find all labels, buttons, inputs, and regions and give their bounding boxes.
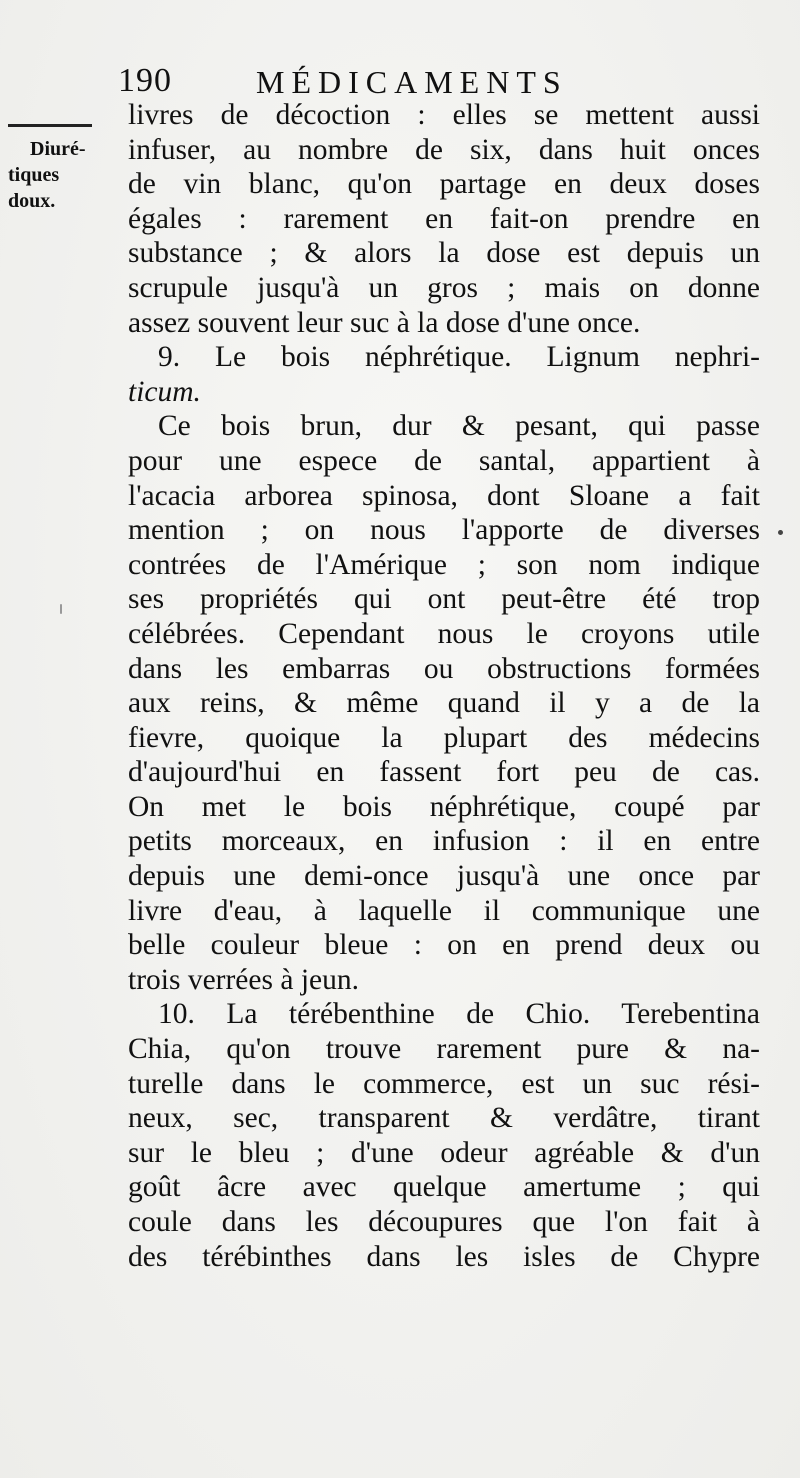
text-line: sur le bleu ; d'une odeur agréable & d'un — [128, 1136, 760, 1169]
text-line: contrées de l'Amérique ; son nom indique — [128, 548, 760, 581]
text-line: aux reins, & même quand il y a de la — [128, 687, 760, 720]
text-line: de vin blanc, qu'on partage en deux doses — [128, 168, 760, 201]
text-line: depuis une demi-once jusqu'à une once par — [128, 860, 760, 893]
margin-rule — [8, 124, 92, 127]
text-line: livres de décoction : elles se mettent aussi — [128, 99, 760, 131]
text-line: neux, sec, transparent & verdâtre, tirant — [128, 1102, 760, 1135]
margin-note-line: doux. — [8, 190, 56, 212]
text-line: On met le bois néphrétique, coupé par — [128, 790, 760, 823]
margin-note-line: tiques — [8, 164, 60, 186]
text-line: turelle dans le commerce, est un suc rési- — [128, 1067, 760, 1100]
text-line: 10. La térébenthine de Chio. Terebentina — [158, 998, 760, 1031]
running-title: MÉDICAMENTS — [256, 64, 568, 100]
text-line: fievre, quoique la plupart des médecins — [128, 721, 760, 754]
text-line: ticum. — [128, 375, 201, 408]
text-line: scrupule jusqu'à un gros ; mais on donne — [128, 271, 760, 304]
margin-note-line: Diuré- — [30, 138, 86, 160]
text-line: d'aujourd'hui en fassent fort peu de cas. — [128, 756, 760, 789]
margin-note — [8, 136, 108, 214]
text-line: assez souvent leur suc à la dose d'une once. — [128, 306, 641, 339]
text-line: substance ; & alors la dose est depuis un — [128, 237, 760, 270]
text-line: dans les embarras ou obstructions formées — [128, 652, 760, 685]
text-line: belle couleur bleue : on en prend deux ou — [128, 929, 760, 962]
text-line: l'acacia arborea spinosa, dont Sloane a fait — [128, 479, 760, 512]
body-text — [128, 98, 760, 1274]
text-line: célébrées. Cependant nous le croyons utile — [128, 617, 760, 650]
text-line: des térébinthes dans les isles de Chypre — [128, 1240, 760, 1273]
page-speck — [778, 530, 783, 535]
text-line: trois verrées à jeun. — [128, 963, 359, 996]
text-line: infuser, au nombre de six, dans huit onces — [128, 133, 760, 166]
text-line: petits morceaux, en infusion : il en entre — [128, 825, 760, 858]
text-line: égales : rarement en fait-on prendre en — [128, 202, 760, 235]
page-number: 190 — [118, 62, 172, 99]
text-line: ses propriétés qui ont peut-être été trop — [128, 583, 760, 616]
text-line: mention ; on nous l'apporte de diverses — [128, 514, 760, 547]
text-line: goût âcre avec quelque amertume ; qui — [128, 1171, 760, 1204]
text-line: livre d'eau, à laquelle il communique une — [128, 894, 760, 927]
text-line: Ce bois brun, dur & pesant, qui passe — [158, 410, 760, 443]
text-line: 9. Le bois néphrétique. Lignum nephri- — [158, 341, 760, 374]
page-speck — [60, 604, 62, 614]
text-line: coule dans les découpures que l'on fait à — [128, 1206, 760, 1238]
text-line: pour une espece de santal, appartient à — [128, 444, 760, 477]
text-line: Chia, qu'on trouve rarement pure & na- — [128, 1033, 760, 1066]
